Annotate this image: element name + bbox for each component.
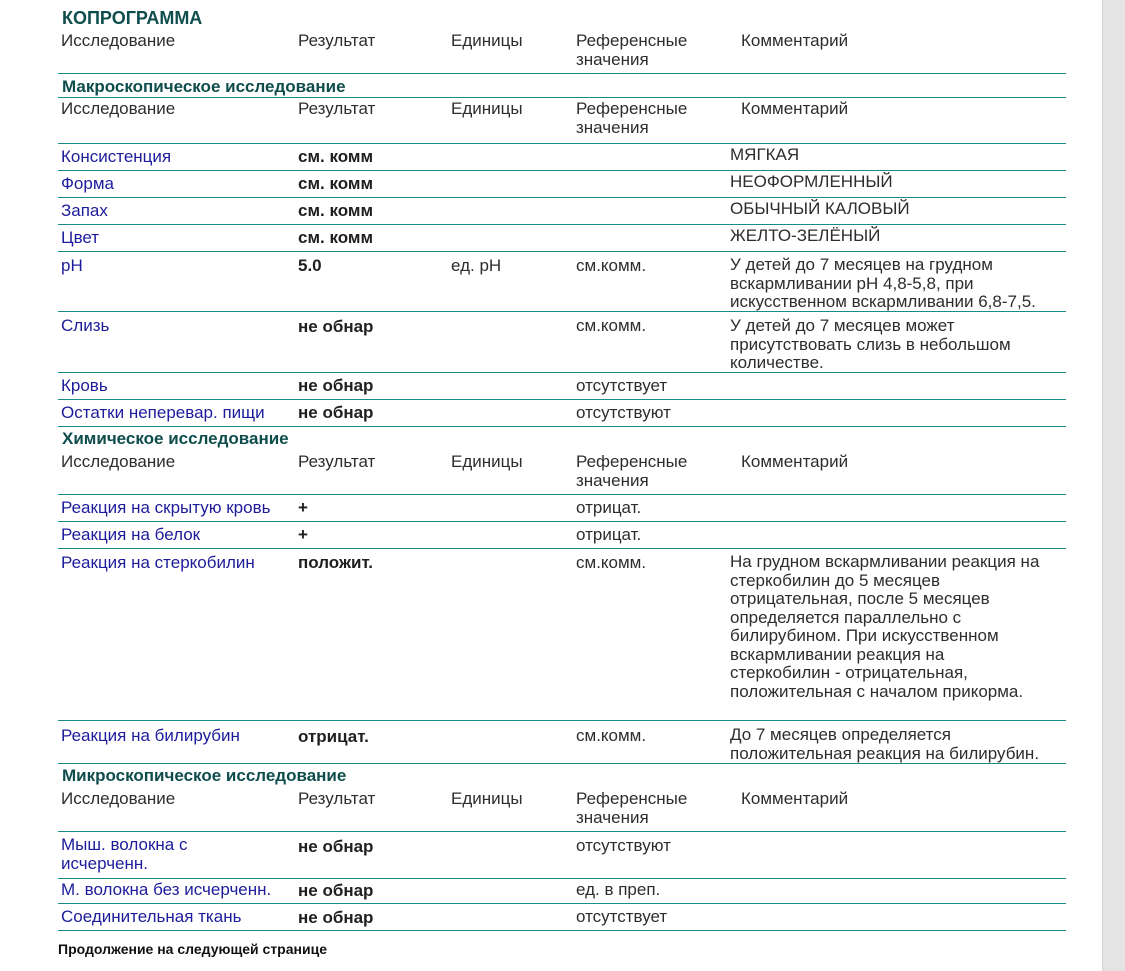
row-comment-form: НЕОФОРМЛЕННЫЙ — [730, 172, 893, 191]
row-result-fiber1: не обнар — [298, 837, 374, 856]
row-reference-bili: см.комм. — [576, 726, 647, 745]
table-row — [58, 252, 1066, 312]
row-result-mucus: не обнар — [298, 317, 374, 336]
row-reference-food: отсутствуют — [576, 403, 671, 422]
table-row — [58, 198, 1066, 225]
vertical-scrollbar[interactable] — [1102, 0, 1125, 971]
row-name-fiber1: Мыш. волокна с исчерченн. — [61, 835, 188, 873]
table-row — [58, 144, 1066, 171]
table-row — [58, 522, 1066, 549]
report-title-row — [58, 0, 1066, 30]
row-result-consistency: см. комм — [298, 147, 374, 166]
header-reference: Референсные значения — [576, 99, 688, 137]
table-row — [58, 832, 1066, 879]
row-comment-color: ЖЕЛТО-ЗЕЛЁНЫЙ — [730, 226, 881, 245]
row-name-tissue: Соединительная ткань — [61, 907, 242, 926]
header-investigation: Исследование — [61, 452, 176, 471]
row-result-color: см. комм — [298, 228, 374, 247]
row-result-tissue: не обнар — [298, 908, 374, 927]
table-header-row — [58, 30, 1066, 74]
table-row — [58, 312, 1066, 373]
row-result-food: не обнар — [298, 403, 374, 422]
row-reference-sterco: см.комм. — [576, 553, 647, 572]
row-comment-mucus: У детей до 7 месяцев может присутствовать слизь в небольшом количестве. — [730, 316, 1011, 372]
table-row — [58, 904, 1066, 931]
header-reference: Референсные значения — [576, 789, 688, 827]
row-reference-fiber2: ед. в преп. — [576, 880, 661, 899]
header-units: Единицы — [451, 99, 523, 118]
table-row — [58, 225, 1066, 252]
table-row — [58, 495, 1066, 522]
header-result: Результат — [298, 789, 376, 808]
row-name-fiber2: М. волокна без исчерченн. — [61, 880, 272, 899]
row-reference-fiber1: отсутствуют — [576, 836, 671, 855]
row-comment-bili: До 7 месяцев определяется положительная реакция на билирубин. — [730, 725, 1040, 763]
header-result: Результат — [298, 99, 376, 118]
header-units: Единицы — [451, 789, 523, 808]
row-reference-mucus: см.комм. — [576, 316, 647, 335]
header-comment: Комментарий — [741, 99, 849, 118]
header-investigation: Исследование — [61, 31, 176, 50]
header-result: Результат — [298, 452, 376, 471]
section-title-macro: Макроскопическое исследование — [62, 77, 346, 96]
row-reference-protein: отрицат. — [576, 525, 642, 544]
row-name-sterco: Реакция на стеркобилин — [61, 553, 255, 572]
row-name-mucus: Слизь — [61, 316, 110, 335]
section-row-macro — [58, 74, 1066, 98]
table-row — [58, 171, 1066, 198]
row-reference-ph: см.комм. — [576, 256, 647, 275]
table-row — [58, 373, 1066, 400]
table-header-row — [58, 98, 1066, 144]
header-comment: Комментарий — [741, 452, 849, 471]
header-investigation: Исследование — [61, 99, 176, 118]
row-name-smell: Запах — [61, 201, 108, 220]
table-header-row — [58, 451, 1066, 495]
row-name-blood: Кровь — [61, 376, 108, 395]
header-result: Результат — [298, 31, 376, 50]
row-name-consistency: Консистенция — [61, 147, 172, 166]
table-row — [58, 721, 1066, 764]
section-title-micro: Микроскопическое исследование — [62, 766, 347, 785]
row-name-ph: pH — [61, 256, 83, 275]
row-result-sterco: положит. — [298, 553, 374, 572]
row-reference-blood: отсутствует — [576, 376, 668, 395]
row-result-form: см. комм — [298, 174, 374, 193]
row-name-form: Форма — [61, 174, 114, 193]
row-name-food: Остатки неперевар. пищи — [61, 403, 265, 422]
row-comment-sterco: На грудном вскармливании реакция на стеркобилин до 5 месяцев отрицательная, после 5 месяцев определяется параллельно с билирубином. При искусственном вскармливании реакция на стеркобилин - отрицательная, положительная с началом прикорма. — [730, 552, 1040, 701]
row-reference-tissue: отсутствует — [576, 907, 668, 926]
header-reference: Референсные значения — [576, 452, 688, 490]
row-name-color: Цвет — [61, 228, 100, 247]
report-title: КОПРОГРАММА — [62, 8, 203, 28]
row-name-bili: Реакция на билирубин — [61, 726, 240, 745]
table-row — [58, 879, 1066, 904]
row-reference-occult: отрицат. — [576, 498, 642, 517]
header-reference: Референсные значения — [576, 31, 688, 69]
header-investigation: Исследование — [61, 789, 176, 808]
row-name-occult: Реакция на скрытую кровь — [61, 498, 271, 517]
row-result-occult: + — [298, 498, 308, 517]
header-units: Единицы — [451, 452, 523, 471]
header-comment: Комментарий — [741, 789, 849, 808]
row-result-smell: см. комм — [298, 201, 374, 220]
header-units: Единицы — [451, 31, 523, 50]
section-row-micro — [58, 764, 1066, 788]
row-result-fiber2: не обнар — [298, 881, 374, 900]
row-result-blood: не обнар — [298, 376, 374, 395]
row-result-protein: + — [298, 525, 308, 544]
row-result-ph: 5.0 — [298, 256, 322, 275]
row-result-bili: отрицат. — [298, 727, 369, 746]
table-row — [58, 400, 1066, 427]
table-row — [58, 549, 1066, 721]
table-header-row — [58, 788, 1066, 832]
row-comment-smell: ОБЫЧНЫЙ КАЛОВЫЙ — [730, 199, 910, 218]
row-units-ph: ед. pH — [451, 256, 502, 275]
section-title-chem: Химическое исследование — [62, 429, 289, 448]
row-name-protein: Реакция на белок — [61, 525, 201, 544]
row-comment-ph: У детей до 7 месяцев на грудном вскармливании pH 4,8-5,8, при искусственном вскармливании 6,8-7,5. — [730, 255, 1036, 311]
row-comment-consistency: МЯГКАЯ — [730, 145, 800, 164]
continuation-note: Продолжение на следующей странице — [58, 941, 327, 957]
header-comment: Комментарий — [741, 31, 849, 50]
section-row-chem — [58, 427, 1066, 451]
